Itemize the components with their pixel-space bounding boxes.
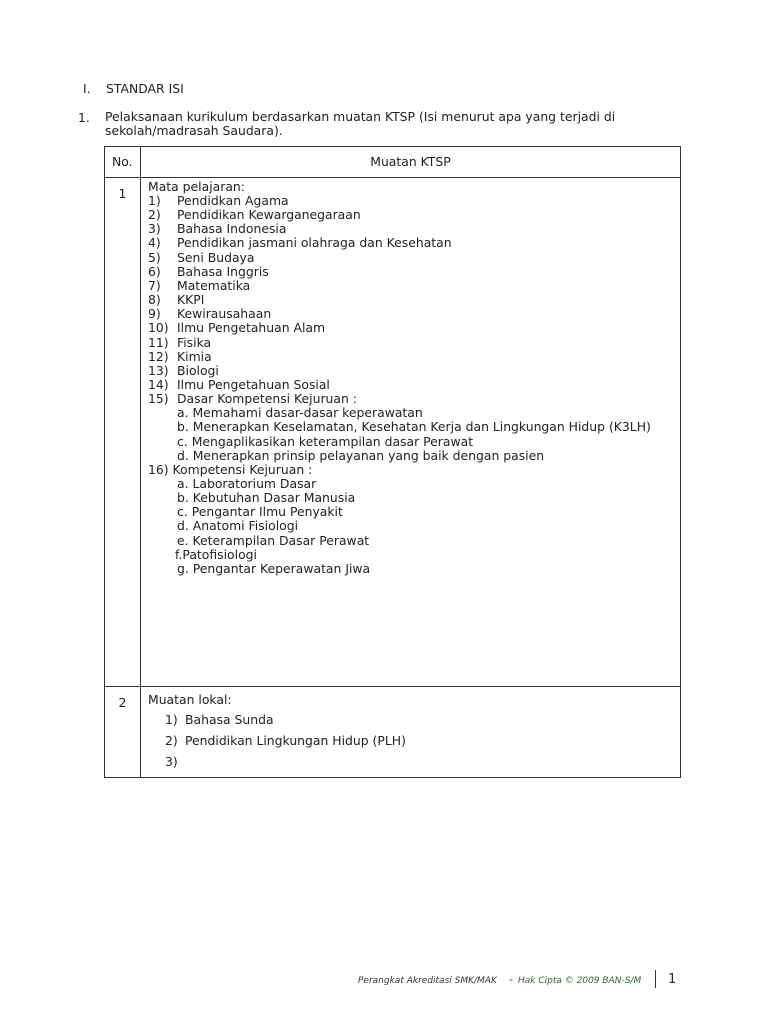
list-item: b. Menerapkan Keselamatan, Kesehatan Kerja dan Lingkungan Hidup (K3LH) bbox=[177, 419, 651, 435]
subject-label: Pendidikan Kewarganegaraan bbox=[177, 207, 361, 223]
subject-number: 10) bbox=[148, 320, 169, 336]
subject-label: Kimia bbox=[177, 348, 212, 364]
subject-intro: Mata pelajaran: bbox=[148, 179, 245, 194]
header-no: No. bbox=[112, 154, 133, 169]
footer-separator bbox=[655, 970, 656, 988]
item-number: 1) bbox=[165, 712, 178, 727]
list-item: f.Patofisiologi bbox=[175, 546, 257, 562]
subject-label: Bahasa Inggris bbox=[177, 263, 269, 279]
section-numeral: I. bbox=[83, 81, 91, 96]
table-row bbox=[105, 178, 681, 687]
muatan-lokal-intro: Muatan lokal: bbox=[148, 692, 232, 707]
list-item: c. Pengantar Ilmu Penyakit bbox=[177, 504, 343, 520]
subject-number: 7) bbox=[148, 277, 161, 293]
ktsp-table bbox=[104, 146, 681, 778]
subject-label: Bahasa Indonesia bbox=[177, 221, 287, 237]
list-item: a. Laboratorium Dasar bbox=[177, 476, 317, 491]
row-number: 1 bbox=[118, 186, 127, 201]
subject-list bbox=[141, 178, 680, 686]
page-number: 1 bbox=[668, 972, 677, 987]
header-no-cell bbox=[105, 147, 141, 178]
table-row bbox=[105, 687, 681, 778]
subject-label: Pendidkan Agama bbox=[177, 193, 289, 208]
subject-label: Biologi bbox=[177, 362, 219, 378]
question-text: Pelaksanaan kurikulum berdasarkan muatan KTSP (Isi menurut apa yang terjadi di sekolah/madrasah Saudara). bbox=[105, 109, 616, 138]
section-title: STANDAR ISI bbox=[106, 81, 184, 96]
row-content-cell bbox=[141, 687, 681, 778]
subject-label: Kewirausahaan bbox=[177, 306, 272, 322]
row-number-cell bbox=[105, 687, 141, 778]
subject-number: 6) bbox=[148, 263, 161, 279]
subject-number: 4) bbox=[148, 235, 161, 251]
subject-number: 11) bbox=[148, 334, 169, 350]
row-content-cell bbox=[141, 178, 681, 687]
row-number-cell bbox=[105, 178, 141, 687]
item-label: Pendidikan Lingkungan Hidup (PLH) bbox=[185, 733, 406, 748]
subject-number: 5) bbox=[148, 249, 161, 265]
subject-label: Ilmu Pengetahuan Alam bbox=[177, 320, 326, 336]
subject-label: Dasar Kompetensi Kejuruan : bbox=[177, 391, 357, 407]
footer-dash: - bbox=[509, 973, 513, 986]
subject-number: 2) bbox=[148, 207, 161, 223]
list-item: e. Keterampilan Dasar Perawat bbox=[177, 532, 370, 548]
subject-number: 1) bbox=[148, 193, 161, 208]
subject-number: 9) bbox=[148, 306, 161, 322]
table-header-row bbox=[105, 147, 681, 178]
row-number: 2 bbox=[118, 695, 127, 710]
list-item: c. Mengaplikasikan keterampilan dasar Perawat bbox=[177, 433, 474, 449]
question-number: 1. bbox=[78, 110, 90, 125]
subject-number: 14) bbox=[148, 376, 169, 392]
list-item: g. Pengantar Keperawatan Jiwa bbox=[177, 560, 371, 576]
list-item: d. Anatomi Fisiologi bbox=[177, 518, 299, 534]
footer-document-title: Perangkat Akreditasi SMK/MAK bbox=[358, 976, 497, 986]
header-muatan-cell bbox=[141, 147, 681, 178]
list-item: b. Kebutuhan Dasar Manusia bbox=[177, 490, 356, 506]
subject-label: KKPI bbox=[177, 292, 205, 308]
subject-label: Matematika bbox=[177, 277, 251, 293]
subject-number: 12) bbox=[148, 348, 169, 364]
header-muatan: Muatan KTSP bbox=[370, 154, 451, 169]
kompetensi-heading: 16) Kompetensi Kejuruan : bbox=[148, 461, 313, 477]
subject-label: Ilmu Pengetahuan Sosial bbox=[177, 376, 330, 392]
muatan-lokal-list bbox=[141, 687, 680, 777]
subject-number: 3) bbox=[148, 221, 161, 237]
list-item: a. Memahami dasar-dasar keperawatan bbox=[177, 405, 423, 421]
item-number: 3) bbox=[165, 754, 178, 769]
list-item: d. Menerapkan prinsip pelayanan yang baik dengan pasien bbox=[177, 447, 545, 463]
subject-number: 13) bbox=[148, 362, 169, 378]
footer-copyright: Hak Cipta © 2009 BAN-S/M bbox=[518, 976, 642, 986]
item-number: 2) bbox=[165, 733, 178, 748]
subject-label: Seni Budaya bbox=[177, 249, 255, 265]
subject-label: Fisika bbox=[177, 334, 212, 350]
subject-label: Pendidikan jasmani olahraga dan Kesehatan bbox=[177, 235, 452, 251]
subject-number: 15) bbox=[148, 391, 169, 407]
item-label: Bahasa Sunda bbox=[185, 712, 274, 727]
subject-number: 8) bbox=[148, 292, 161, 308]
